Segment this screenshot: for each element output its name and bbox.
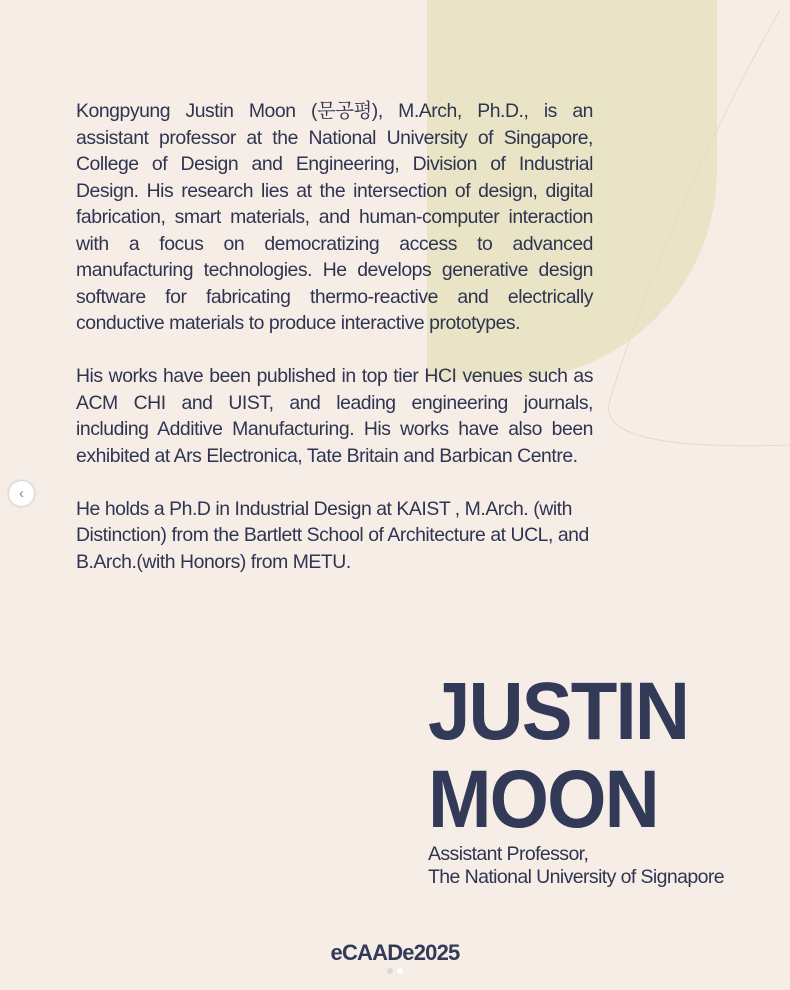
bio-paragraph: His works have been published in top tier HCI venues such as ACM CHI and UIST, and leading engineering journals, including Additive Manufacturing. His works have also been exhibited at Ars Electronica, Tate Britain and Barbican Centre. [76, 365, 593, 467]
role-title: Assistant Professor, [428, 843, 589, 865]
bio-paragraph: He holds a Ph.D in Industrial Design at KAIST , M.Arch. (with Distinction) from the Bartlett School of Architecture at UCL, and B.Arch.(with Honors) from METU. [76, 497, 589, 573]
carousel-dots [0, 968, 790, 974]
last-name: MOON [428, 754, 658, 845]
role-institution: The National University of Signapore [428, 866, 724, 888]
carousel-dot-active[interactable] [397, 968, 403, 974]
bio-paragraph: Kongpyung Justin Moon (문공평), M.Arch, Ph.D., is an assistant professor at the National University of Singapore, College of Design and Engineering, Division of Industrial Design. His research lies at the intersection of design, digital fabrication, smart materials, and human-computer interaction with a focus on democratizing access to advanced manufacturing technologies. He develops generative design software for fabricating thermo-reactive and electrically conductive materials to produce interactive prototypes. [76, 100, 593, 334]
brand-logo-text: eCAADe2025 [330, 940, 460, 965]
carousel-dot[interactable] [387, 968, 393, 974]
chevron-left-icon: ‹ [19, 485, 24, 502]
person-name [428, 668, 688, 844]
first-name: JUSTIN [428, 666, 689, 757]
carousel-prev-button[interactable] [9, 481, 34, 506]
bio-text [76, 98, 593, 602]
role-block [428, 843, 724, 889]
